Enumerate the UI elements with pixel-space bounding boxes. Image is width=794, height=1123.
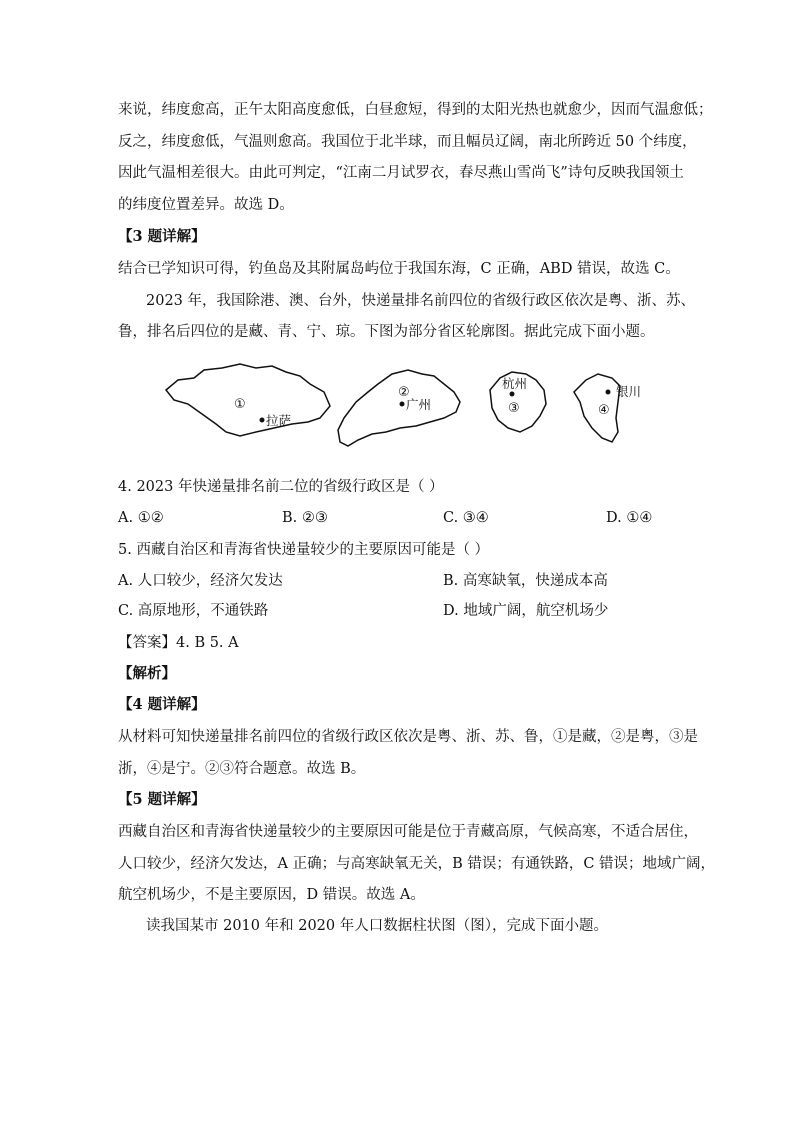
question-4: 4. 2023 年快递量排名前二位的省级行政区是（ ）: [118, 479, 444, 495]
guangzhou-dot: [400, 402, 405, 407]
guangdong-outline: [338, 370, 460, 446]
ningxia-outline: [574, 374, 620, 442]
paragraph-line: 反之，纬度愈低，气温则愈高。我国位于北半球，而且幅员辽阔，南北所跨近 50 个纬度，: [118, 134, 697, 150]
q5-option-d: D. 地域广阔，航空机场少: [443, 603, 609, 619]
paragraph-line: 航空机场少，不是主要原因，D 错误。故选 A。: [118, 887, 425, 903]
city-label-lhasa: 拉萨: [266, 413, 292, 428]
q4-option-c: C. ③④: [443, 510, 489, 526]
q4-option-a: A. ①②: [118, 510, 164, 526]
city-label-guangzhou: 广州: [406, 397, 432, 412]
section-heading-q3: 【3 题详解】: [118, 228, 206, 245]
province-outline-svg: [160, 362, 640, 462]
map-number-2: ②: [398, 385, 410, 400]
analysis-heading: 【解析】: [118, 665, 176, 682]
map-number-4: ④: [598, 403, 610, 418]
paragraph-line: 从材料可知快递量排名前四位的省级行政区依次是粤、浙、苏、鲁，①是藏，②是粤，③是: [118, 729, 698, 745]
answer-line: 【答案】4. B 5. A: [118, 635, 239, 651]
paragraph-line: 因此气温相差很大。由此可判定，“江南二月试罗衣，春尽燕山雪尚飞”诗句反映我国领土: [118, 165, 684, 181]
tibet-outline: [166, 364, 330, 436]
yinchuan-dot: [606, 390, 611, 395]
paragraph-line: 西藏自治区和青海省快递量较少的主要原因可能是位于青藏高原，气候高寒，不适合居住，: [118, 824, 698, 840]
paragraph-line: 浙，④是宁。②③符合题意。故选 B。: [118, 761, 366, 777]
q5-option-c: C. 高原地形，不通铁路: [118, 603, 269, 619]
hangzhou-dot: [510, 392, 515, 397]
q5-option-a: A. 人口较少，经济欠发达: [118, 573, 283, 589]
material-intro: 2023 年，我国除港、澳、台外，快递量排名前四位的省级行政区依次是粤、浙、苏、: [146, 293, 696, 309]
city-label-hangzhou: 杭州: [502, 376, 528, 391]
lhasa-dot: [260, 418, 265, 423]
q5-option-b: B. 高寒缺氧，快递成本高: [443, 573, 608, 589]
paragraph-line: 的纬度位置差异。故选 D。: [118, 197, 294, 213]
province-outline-figure: [160, 362, 640, 462]
city-label-yinchuan: 银川: [616, 384, 640, 399]
paragraph-line: 来说，纬度愈高，正午太阳高度愈低，白昼愈短，得到的太阳光热也就愈少，因而气温愈低；: [118, 102, 713, 118]
section-heading-q4: 【4 题详解】: [118, 696, 206, 713]
section-heading-q5: 【5 题详解】: [118, 791, 206, 808]
paragraph-line: 结合已学知识可得，钓鱼岛及其附属岛屿位于我国东海，C 正确，ABD 错误，故选 C。: [118, 261, 680, 277]
paragraph-line: 人口较少，经济欠发达，A 正确；与高寒缺氧无关，B 错误；有通铁路，C 错误；地域广阔，: [118, 856, 716, 872]
next-material-intro: 读我国某市 2010 年和 2020 年人口数据柱状图（图），完成下面小题。: [146, 918, 608, 934]
material-intro: 鲁，排名后四位的是藏、青、宁、琼。下图为部分省区轮廓图。据此完成下面小题。: [118, 324, 655, 340]
map-number-3: ③: [508, 401, 520, 416]
map-number-1: ①: [234, 397, 246, 412]
q4-option-b: B. ②③: [282, 510, 328, 526]
q4-option-d: D. ①④: [606, 510, 653, 526]
question-5: 5. 西藏自治区和青海省快递量较少的主要原因可能是（ ）: [118, 542, 490, 558]
